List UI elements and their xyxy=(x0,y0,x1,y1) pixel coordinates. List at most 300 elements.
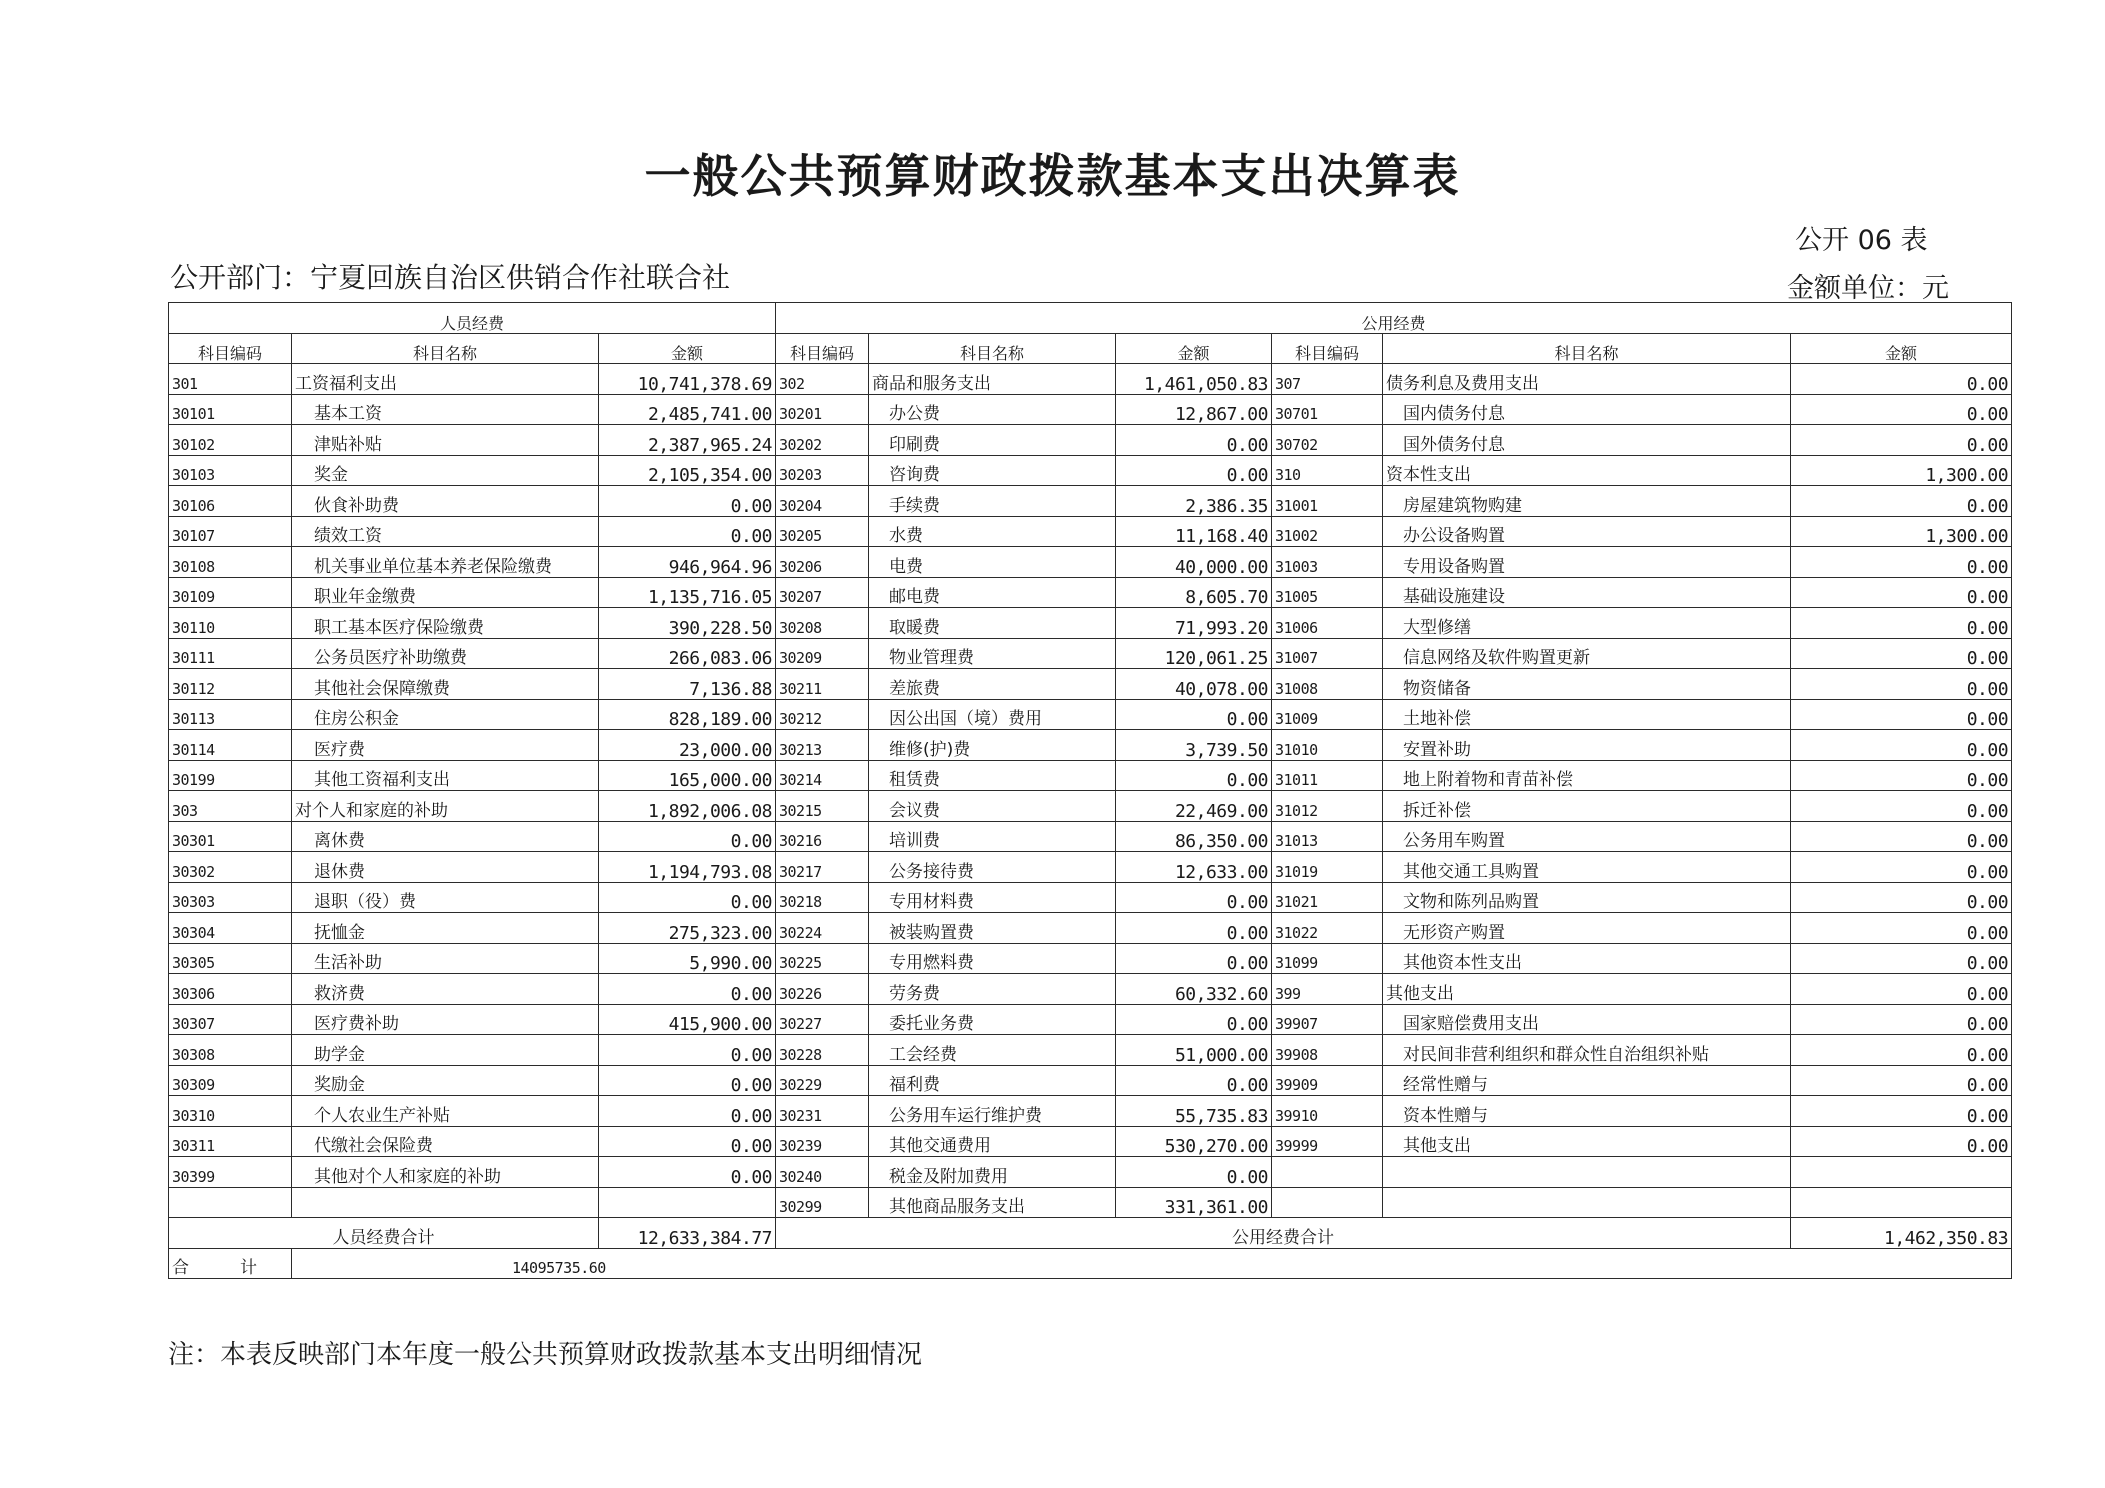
g2-subject-code: 39908 xyxy=(1272,1035,1383,1066)
g2-subject-name xyxy=(1383,1187,1791,1218)
g1-subject-name: 印刷费 xyxy=(869,425,1116,456)
g1-subject-name: 福利费 xyxy=(869,1065,1116,1096)
personnel-header: 人员经费 xyxy=(169,303,776,334)
p-subject-name xyxy=(292,1187,599,1218)
p-amount: 0.00 xyxy=(599,486,776,517)
g2-subject-code: 31012 xyxy=(1272,791,1383,822)
p-subject-code: 30101 xyxy=(169,394,292,425)
g1-amount: 0.00 xyxy=(1116,913,1272,944)
p-amount: 2,485,741.00 xyxy=(599,394,776,425)
p-amount: 0.00 xyxy=(599,1126,776,1157)
p-amount: 10,741,378.69 xyxy=(599,364,776,395)
g1-amount: 11,168.40 xyxy=(1116,516,1272,547)
g1-subject-code: 30240 xyxy=(776,1157,869,1188)
g1-subject-name: 维修(护)费 xyxy=(869,730,1116,761)
g2-subject-name: 其他资本性支出 xyxy=(1383,943,1791,974)
g2-amount: 0.00 xyxy=(1791,943,2012,974)
p-subject-code: 30113 xyxy=(169,699,292,730)
p-amount: 275,323.00 xyxy=(599,913,776,944)
p-amount: 1,892,006.08 xyxy=(599,791,776,822)
col-header-amount: 金额 xyxy=(1116,333,1272,364)
g2-amount: 0.00 xyxy=(1791,882,2012,913)
g2-subject-name: 国外债务付息 xyxy=(1383,425,1791,456)
g2-subject-code: 31007 xyxy=(1272,638,1383,669)
g2-amount: 0.00 xyxy=(1791,1126,2012,1157)
p-subject-code: 303 xyxy=(169,791,292,822)
p-subject-name: 基本工资 xyxy=(292,394,599,425)
g1-subject-code: 30227 xyxy=(776,1004,869,1035)
g1-subject-code: 30231 xyxy=(776,1096,869,1127)
table-row xyxy=(169,669,2012,700)
g1-subject-code: 30239 xyxy=(776,1126,869,1157)
p-subject-name: 其他对个人和家庭的补助 xyxy=(292,1157,599,1188)
col-header-name: 科目名称 xyxy=(292,333,599,364)
g1-amount: 86,350.00 xyxy=(1116,821,1272,852)
g2-subject-code: 31013 xyxy=(1272,821,1383,852)
p-subject-code: 30303 xyxy=(169,882,292,913)
g2-subject-name: 公务用车购置 xyxy=(1383,821,1791,852)
g1-subject-code: 30208 xyxy=(776,608,869,639)
g2-subject-code: 39910 xyxy=(1272,1096,1383,1127)
g1-subject-code: 30217 xyxy=(776,852,869,883)
p-subject-name: 奖金 xyxy=(292,455,599,486)
g1-subject-code: 30202 xyxy=(776,425,869,456)
g2-amount: 0.00 xyxy=(1791,577,2012,608)
table-row xyxy=(169,1096,2012,1127)
p-subject-name: 医疗费 xyxy=(292,730,599,761)
g2-subject-code: 31021 xyxy=(1272,882,1383,913)
personnel-total-label: 人员经费合计 xyxy=(169,1218,599,1249)
g1-subject-name: 物业管理费 xyxy=(869,638,1116,669)
g2-subject-code: 399 xyxy=(1272,974,1383,1005)
g1-amount: 51,000.00 xyxy=(1116,1035,1272,1066)
p-amount: 0.00 xyxy=(599,821,776,852)
g1-subject-code: 30299 xyxy=(776,1187,869,1218)
g1-subject-code: 30206 xyxy=(776,547,869,578)
g1-subject-code: 30203 xyxy=(776,455,869,486)
p-subject-name: 住房公积金 xyxy=(292,699,599,730)
g2-amount xyxy=(1791,1187,2012,1218)
g1-subject-code: 30205 xyxy=(776,516,869,547)
g1-subject-name: 专用材料费 xyxy=(869,882,1116,913)
g1-amount: 0.00 xyxy=(1116,699,1272,730)
g1-subject-code: 30214 xyxy=(776,760,869,791)
p-subject-code: 30109 xyxy=(169,577,292,608)
g2-subject-code: 307 xyxy=(1272,364,1383,395)
g2-amount: 0.00 xyxy=(1791,1004,2012,1035)
p-amount: 5,990.00 xyxy=(599,943,776,974)
g2-amount: 0.00 xyxy=(1791,974,2012,1005)
p-subject-code: 30110 xyxy=(169,608,292,639)
g2-subject-code: 30702 xyxy=(1272,425,1383,456)
p-subject-name: 代缴社会保险费 xyxy=(292,1126,599,1157)
g1-amount: 40,000.00 xyxy=(1116,547,1272,578)
g1-subject-name: 其他商品服务支出 xyxy=(869,1187,1116,1218)
g1-subject-code: 30229 xyxy=(776,1065,869,1096)
page-title: 一般公共预算财政拨款基本支出决算表 xyxy=(644,149,1461,203)
g1-amount: 0.00 xyxy=(1116,943,1272,974)
header-group-row xyxy=(169,303,2012,334)
g1-subject-code: 30207 xyxy=(776,577,869,608)
table-row xyxy=(169,730,2012,761)
g2-amount: 0.00 xyxy=(1791,638,2012,669)
table-row xyxy=(169,638,2012,669)
table-row xyxy=(169,516,2012,547)
grand-total-row xyxy=(169,1248,2012,1279)
table-row xyxy=(169,1187,2012,1218)
g1-amount: 55,735.83 xyxy=(1116,1096,1272,1127)
p-amount xyxy=(599,1187,776,1218)
g2-subject-name: 其他交通工具购置 xyxy=(1383,852,1791,883)
p-subject-code: 30114 xyxy=(169,730,292,761)
g1-amount: 0.00 xyxy=(1116,1004,1272,1035)
g2-amount: 0.00 xyxy=(1791,608,2012,639)
g1-subject-name: 会议费 xyxy=(869,791,1116,822)
p-amount: 390,228.50 xyxy=(599,608,776,639)
p-subject-code: 30107 xyxy=(169,516,292,547)
p-subject-name: 津贴补贴 xyxy=(292,425,599,456)
grand-total-label: 合 计 xyxy=(169,1248,292,1279)
p-subject-code: 30309 xyxy=(169,1065,292,1096)
g1-amount: 71,993.20 xyxy=(1116,608,1272,639)
p-subject-code: 30399 xyxy=(169,1157,292,1188)
g1-amount: 0.00 xyxy=(1116,455,1272,486)
g1-subject-name: 公务用车运行维护费 xyxy=(869,1096,1116,1127)
g1-subject-name: 因公出国（境）费用 xyxy=(869,699,1116,730)
g1-subject-name: 培训费 xyxy=(869,821,1116,852)
g1-subject-code: 30204 xyxy=(776,486,869,517)
p-amount: 946,964.96 xyxy=(599,547,776,578)
g2-subject-code: 310 xyxy=(1272,455,1383,486)
p-subject-code: 30308 xyxy=(169,1035,292,1066)
personnel-total-amount: 12,633,384.77 xyxy=(599,1218,776,1249)
col-header-code: 科目编码 xyxy=(1272,333,1383,364)
p-subject-name: 退休费 xyxy=(292,852,599,883)
table-row xyxy=(169,425,2012,456)
table-row xyxy=(169,699,2012,730)
table-row xyxy=(169,547,2012,578)
g2-subject-name: 安置补助 xyxy=(1383,730,1791,761)
g1-amount: 2,386.35 xyxy=(1116,486,1272,517)
header-column-row xyxy=(169,333,2012,364)
p-subject-code: 30310 xyxy=(169,1096,292,1127)
g2-subject-code: 31022 xyxy=(1272,913,1383,944)
g2-subject-name: 办公设备购置 xyxy=(1383,516,1791,547)
g2-amount: 0.00 xyxy=(1791,730,2012,761)
g1-amount: 331,361.00 xyxy=(1116,1187,1272,1218)
g2-amount: 0.00 xyxy=(1791,486,2012,517)
p-amount: 0.00 xyxy=(599,882,776,913)
table-row xyxy=(169,608,2012,639)
table-row xyxy=(169,1035,2012,1066)
g1-subject-name: 劳务费 xyxy=(869,974,1116,1005)
table-row xyxy=(169,1126,2012,1157)
expenditure-table xyxy=(168,302,2012,1279)
p-subject-code: 30311 xyxy=(169,1126,292,1157)
table-row xyxy=(169,1157,2012,1188)
g2-subject-code: 31010 xyxy=(1272,730,1383,761)
p-subject-name: 对个人和家庭的补助 xyxy=(292,791,599,822)
g2-subject-name: 基础设施建设 xyxy=(1383,577,1791,608)
g1-amount: 0.00 xyxy=(1116,882,1272,913)
g2-subject-name: 地上附着物和青苗补偿 xyxy=(1383,760,1791,791)
col-header-amount: 金额 xyxy=(599,333,776,364)
g2-subject-name: 资本性支出 xyxy=(1383,455,1791,486)
g2-amount: 0.00 xyxy=(1791,425,2012,456)
g1-subject-name: 手续费 xyxy=(869,486,1116,517)
p-subject-code xyxy=(169,1187,292,1218)
g2-amount: 0.00 xyxy=(1791,1096,2012,1127)
p-amount: 1,194,793.08 xyxy=(599,852,776,883)
p-subject-name: 机关事业单位基本养老保险缴费 xyxy=(292,547,599,578)
g2-amount: 1,300.00 xyxy=(1791,516,2012,547)
p-subject-code: 301 xyxy=(169,364,292,395)
g2-subject-code: 39999 xyxy=(1272,1126,1383,1157)
table-row xyxy=(169,1065,2012,1096)
p-subject-code: 30103 xyxy=(169,455,292,486)
table-row xyxy=(169,974,2012,1005)
g2-subject-code xyxy=(1272,1157,1383,1188)
g1-subject-name: 税金及附加费用 xyxy=(869,1157,1116,1188)
g1-subject-name: 咨询费 xyxy=(869,455,1116,486)
g1-subject-code: 30212 xyxy=(776,699,869,730)
g1-amount: 0.00 xyxy=(1116,1157,1272,1188)
g1-subject-name: 邮电费 xyxy=(869,577,1116,608)
g1-amount: 0.00 xyxy=(1116,425,1272,456)
g2-amount: 0.00 xyxy=(1791,364,2012,395)
p-subject-name: 其他社会保障缴费 xyxy=(292,669,599,700)
p-subject-name: 个人农业生产补贴 xyxy=(292,1096,599,1127)
p-amount: 165,000.00 xyxy=(599,760,776,791)
table-row xyxy=(169,394,2012,425)
g1-subject-code: 30209 xyxy=(776,638,869,669)
g2-subject-name: 信息网络及软件购置更新 xyxy=(1383,638,1791,669)
g2-subject-code: 31008 xyxy=(1272,669,1383,700)
p-subject-code: 30301 xyxy=(169,821,292,852)
g1-subject-name: 委托业务费 xyxy=(869,1004,1116,1035)
table-row xyxy=(169,821,2012,852)
p-subject-name: 抚恤金 xyxy=(292,913,599,944)
g1-amount: 12,867.00 xyxy=(1116,394,1272,425)
g2-subject-name: 经常性赠与 xyxy=(1383,1065,1791,1096)
g2-amount: 0.00 xyxy=(1791,913,2012,944)
p-subject-code: 30199 xyxy=(169,760,292,791)
g1-amount: 530,270.00 xyxy=(1116,1126,1272,1157)
g1-subject-name: 其他交通费用 xyxy=(869,1126,1116,1157)
table-row xyxy=(169,455,2012,486)
g2-subject-code: 30701 xyxy=(1272,394,1383,425)
g2-subject-name: 物资储备 xyxy=(1383,669,1791,700)
table-row xyxy=(169,1004,2012,1035)
g1-amount: 1,461,050.83 xyxy=(1116,364,1272,395)
col-header-name: 科目名称 xyxy=(1383,333,1791,364)
g1-subject-code: 302 xyxy=(776,364,869,395)
p-subject-code: 30108 xyxy=(169,547,292,578)
p-subject-code: 30305 xyxy=(169,943,292,974)
p-subject-name: 助学金 xyxy=(292,1035,599,1066)
g1-subject-name: 商品和服务支出 xyxy=(869,364,1116,395)
g2-subject-name: 大型修缮 xyxy=(1383,608,1791,639)
g1-subject-name: 取暖费 xyxy=(869,608,1116,639)
p-subject-code: 30307 xyxy=(169,1004,292,1035)
footnote: 注：本表反映部门本年度一般公共预算财政拨款基本支出明细情况 xyxy=(168,1340,923,1370)
g2-subject-code: 31005 xyxy=(1272,577,1383,608)
p-subject-name: 退职（役）费 xyxy=(292,882,599,913)
g2-amount: 0.00 xyxy=(1791,1035,2012,1066)
g2-subject-name: 国内债务付息 xyxy=(1383,394,1791,425)
g2-amount: 0.00 xyxy=(1791,791,2012,822)
g2-amount: 0.00 xyxy=(1791,699,2012,730)
p-subject-name: 其他工资福利支出 xyxy=(292,760,599,791)
g1-amount: 0.00 xyxy=(1116,1065,1272,1096)
g2-amount xyxy=(1791,1157,2012,1188)
g2-subject-name: 其他支出 xyxy=(1383,974,1791,1005)
g2-subject-code: 31003 xyxy=(1272,547,1383,578)
p-amount: 1,135,716.05 xyxy=(599,577,776,608)
g2-amount: 0.00 xyxy=(1791,760,2012,791)
col-header-code: 科目编码 xyxy=(169,333,292,364)
g1-subject-name: 差旅费 xyxy=(869,669,1116,700)
g1-amount: 120,061.25 xyxy=(1116,638,1272,669)
g2-subject-name: 资本性赠与 xyxy=(1383,1096,1791,1127)
g2-amount: 0.00 xyxy=(1791,1065,2012,1096)
p-subject-code: 30102 xyxy=(169,425,292,456)
g2-subject-code xyxy=(1272,1187,1383,1218)
p-subject-code: 30106 xyxy=(169,486,292,517)
g1-subject-code: 30226 xyxy=(776,974,869,1005)
g1-amount: 0.00 xyxy=(1116,760,1272,791)
p-amount: 266,083.06 xyxy=(599,638,776,669)
table-row xyxy=(169,852,2012,883)
p-subject-code: 30302 xyxy=(169,852,292,883)
p-subject-code: 30304 xyxy=(169,913,292,944)
p-subject-name: 伙食补助费 xyxy=(292,486,599,517)
g2-amount: 1,300.00 xyxy=(1791,455,2012,486)
g2-subject-name: 无形资产购置 xyxy=(1383,913,1791,944)
g2-subject-code: 39909 xyxy=(1272,1065,1383,1096)
g1-subject-name: 办公费 xyxy=(869,394,1116,425)
g2-subject-name: 对民间非营利组织和群众性自治组织补贴 xyxy=(1383,1035,1791,1066)
g2-subject-code: 31001 xyxy=(1272,486,1383,517)
p-subject-code: 30306 xyxy=(169,974,292,1005)
g1-subject-name: 公务接待费 xyxy=(869,852,1116,883)
g2-subject-code: 31019 xyxy=(1272,852,1383,883)
p-amount: 415,900.00 xyxy=(599,1004,776,1035)
p-subject-name: 职业年金缴费 xyxy=(292,577,599,608)
g1-subject-name: 租赁费 xyxy=(869,760,1116,791)
p-subject-code: 30112 xyxy=(169,669,292,700)
g2-amount: 0.00 xyxy=(1791,669,2012,700)
p-subject-name: 职工基本医疗保险缴费 xyxy=(292,608,599,639)
g1-amount: 8,605.70 xyxy=(1116,577,1272,608)
table-row xyxy=(169,486,2012,517)
g1-subject-name: 水费 xyxy=(869,516,1116,547)
p-amount: 2,105,354.00 xyxy=(599,455,776,486)
g2-subject-name: 文物和陈列品购置 xyxy=(1383,882,1791,913)
g1-amount: 12,633.00 xyxy=(1116,852,1272,883)
g1-subject-code: 30216 xyxy=(776,821,869,852)
public-header: 公用经费 xyxy=(776,303,2012,334)
g2-subject-name xyxy=(1383,1157,1791,1188)
g2-subject-name: 房屋建筑物购建 xyxy=(1383,486,1791,517)
p-amount: 0.00 xyxy=(599,974,776,1005)
p-subject-name: 救济费 xyxy=(292,974,599,1005)
g1-subject-code: 30201 xyxy=(776,394,869,425)
g1-subject-code: 30225 xyxy=(776,943,869,974)
g2-subject-name: 债务利息及费用支出 xyxy=(1383,364,1791,395)
p-subject-name: 工资福利支出 xyxy=(292,364,599,395)
p-subject-name: 绩效工资 xyxy=(292,516,599,547)
g2-subject-name: 专用设备购置 xyxy=(1383,547,1791,578)
table-row xyxy=(169,577,2012,608)
table-row xyxy=(169,882,2012,913)
g1-subject-name: 工会经费 xyxy=(869,1035,1116,1066)
table-row xyxy=(169,364,2012,395)
unit-label: 金额单位：元 xyxy=(1787,273,1949,304)
g1-amount: 40,078.00 xyxy=(1116,669,1272,700)
g1-subject-code: 30215 xyxy=(776,791,869,822)
subtotal-row xyxy=(169,1218,2012,1249)
g1-amount: 22,469.00 xyxy=(1116,791,1272,822)
p-subject-name: 医疗费补助 xyxy=(292,1004,599,1035)
col-header-amount: 金额 xyxy=(1791,333,2012,364)
table-row xyxy=(169,913,2012,944)
department-label: 公开部门：宁夏回族自治区供销合作社联合社 xyxy=(170,261,731,294)
g2-subject-code: 39907 xyxy=(1272,1004,1383,1035)
g2-subject-name: 拆迁补偿 xyxy=(1383,791,1791,822)
p-amount: 0.00 xyxy=(599,516,776,547)
p-amount: 23,000.00 xyxy=(599,730,776,761)
table-row xyxy=(169,760,2012,791)
p-amount: 0.00 xyxy=(599,1096,776,1127)
g1-subject-code: 30213 xyxy=(776,730,869,761)
p-subject-name: 公务员医疗补助缴费 xyxy=(292,638,599,669)
table-row xyxy=(169,943,2012,974)
g1-subject-code: 30218 xyxy=(776,882,869,913)
p-subject-code: 30111 xyxy=(169,638,292,669)
table-row xyxy=(169,791,2012,822)
public-total-amount: 1,462,350.83 xyxy=(1791,1218,2012,1249)
p-amount: 7,136.88 xyxy=(599,669,776,700)
col-header-name: 科目名称 xyxy=(869,333,1116,364)
g1-amount: 60,332.60 xyxy=(1116,974,1272,1005)
form-number: 公开 06 表 xyxy=(1795,225,1928,256)
g2-subject-code: 31011 xyxy=(1272,760,1383,791)
p-amount: 0.00 xyxy=(599,1157,776,1188)
public-total-label: 公用经费合计 xyxy=(776,1218,1791,1249)
g1-subject-name: 被装购置费 xyxy=(869,913,1116,944)
g2-amount: 0.00 xyxy=(1791,821,2012,852)
g2-subject-code: 31006 xyxy=(1272,608,1383,639)
p-amount: 828,189.00 xyxy=(599,699,776,730)
g1-amount: 3,739.50 xyxy=(1116,730,1272,761)
g2-amount: 0.00 xyxy=(1791,394,2012,425)
g2-subject-name: 其他支出 xyxy=(1383,1126,1791,1157)
grand-total-amount: 14095735.60 xyxy=(292,1248,2012,1279)
g2-amount: 0.00 xyxy=(1791,547,2012,578)
g2-subject-name: 国家赔偿费用支出 xyxy=(1383,1004,1791,1035)
col-header-code: 科目编码 xyxy=(776,333,869,364)
g2-amount: 0.00 xyxy=(1791,852,2012,883)
p-amount: 2,387,965.24 xyxy=(599,425,776,456)
g2-subject-code: 31099 xyxy=(1272,943,1383,974)
p-amount: 0.00 xyxy=(599,1065,776,1096)
g1-subject-name: 专用燃料费 xyxy=(869,943,1116,974)
g2-subject-code: 31002 xyxy=(1272,516,1383,547)
p-subject-name: 奖励金 xyxy=(292,1065,599,1096)
g1-subject-code: 30228 xyxy=(776,1035,869,1066)
p-subject-name: 生活补助 xyxy=(292,943,599,974)
